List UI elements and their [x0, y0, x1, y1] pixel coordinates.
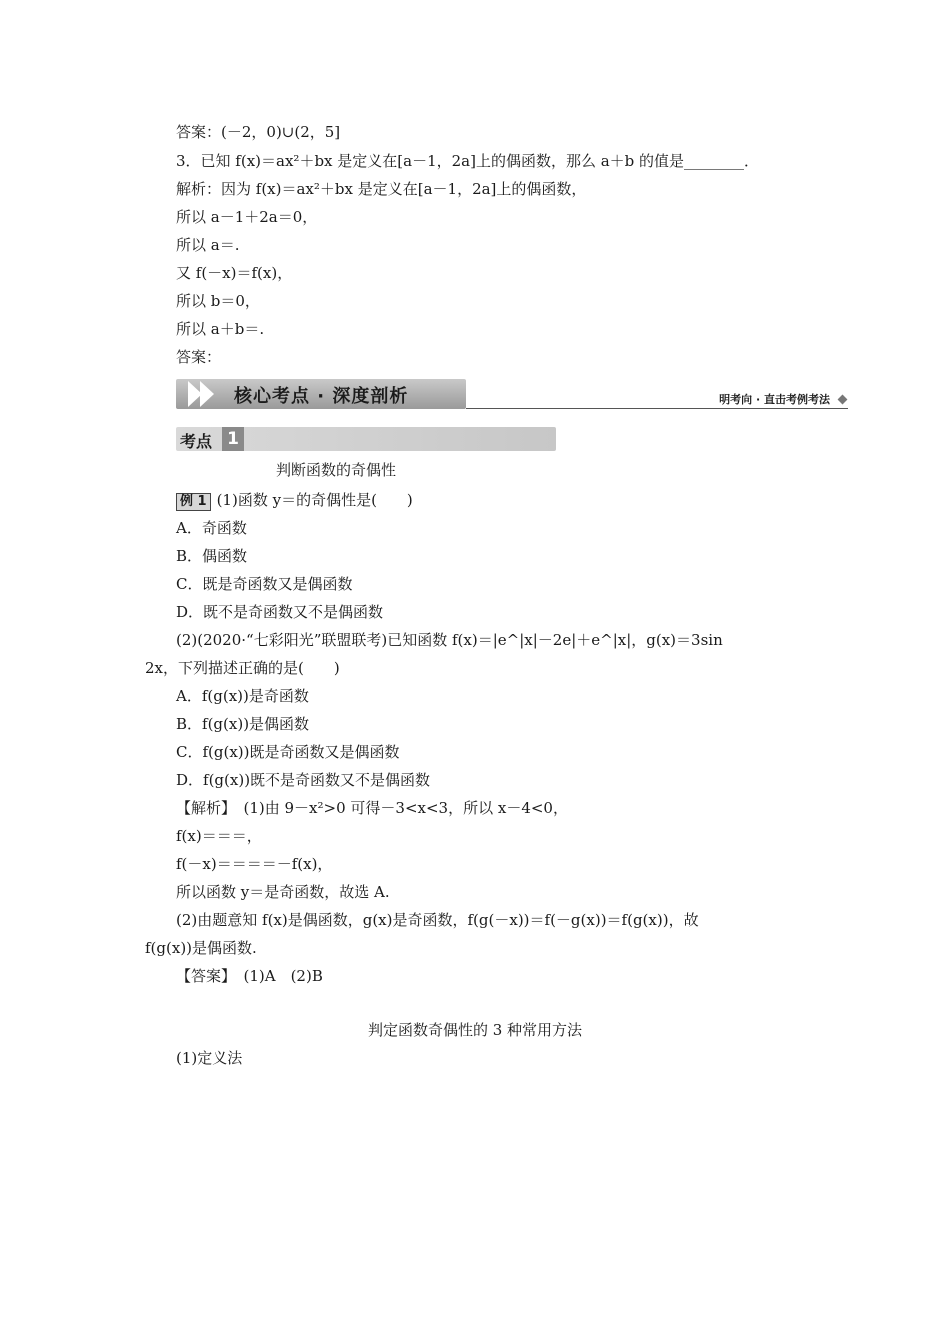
solution-line: 【解析】 (1)由 9－x²>0 可得－3<x<3，所以 x－4<0，: [176, 799, 568, 817]
option: A．奇函数: [176, 519, 247, 537]
chevron-right-icon: [200, 381, 214, 407]
option: A．f(g(x))是奇函数: [176, 687, 309, 705]
diamond-icon: [838, 395, 848, 405]
step-line: 所以 b＝0，: [176, 292, 260, 310]
option: D．既不是奇函数又不是偶函数: [176, 603, 384, 621]
option: C．f(g(x))既是奇函数又是偶函数: [176, 743, 400, 761]
answer-line: 【答案】 (1)A (2)B: [176, 967, 323, 985]
banner-bar: [176, 379, 466, 409]
step-line: 所以 a－1＋2a＝0，: [176, 208, 318, 226]
kaodian-label: 考点: [180, 432, 213, 451]
section-banner: [176, 379, 848, 413]
answer-line: 答案：(－2，0)∪(2，5]: [176, 123, 341, 141]
kaodian-title: 判断函数的奇偶性: [276, 461, 397, 479]
analysis-line: 解析：因为 f(x)＝ax²＋bx 是定义在[a－1，2a]上的偶函数，: [176, 180, 587, 198]
question-3: 3．已知 f(x)＝ax²＋bx 是定义在[a－1，2a]上的偶函数，那么 a＋b 的值是________．: [176, 152, 760, 170]
method-item: (1)定义法: [176, 1049, 243, 1067]
example-part2-stem: (2)(2020·“七彩阳光”联盟联考)已知函数 f(x)＝|e^|x|－2e|＋e^|x|，g(x)＝3sin: [176, 631, 723, 649]
solution-line: f(x)＝＝＝，: [176, 827, 262, 845]
methods-title: 判定函数奇偶性的 3 种常用方法: [367, 1021, 583, 1039]
example-stem: [176, 490, 413, 511]
option: D．f(g(x))既不是奇函数又不是偶函数: [176, 771, 431, 789]
option: B．偶函数: [176, 547, 248, 565]
solution-line: (2)由题意知 f(x)是偶函数，g(x)是奇函数，f(g(－x))＝f(－g(x))＝f(g(x))，故: [176, 911, 699, 929]
solution-line: f(－x)＝＝＝＝－f(x)，: [176, 855, 333, 873]
step-line: 所以 a＋b＝.: [176, 320, 265, 338]
answer-line: 答案：: [176, 348, 222, 366]
solution-line: 所以函数 y＝是奇函数，故选 A.: [176, 883, 390, 901]
banner-rule: [466, 408, 848, 409]
solution-line: f(g(x))是偶函数.: [145, 939, 257, 957]
banner-subtitle: 明考向 · 直击考例考法: [719, 393, 830, 406]
option: C．既是奇函数又是偶函数: [176, 575, 353, 593]
kaodian-bar: [176, 427, 556, 451]
kaodian-number: 1: [222, 427, 244, 451]
banner-title: 核心考点 · 深度剖析: [234, 386, 409, 407]
step-line: 所以 a＝.: [176, 236, 240, 254]
example-badge: 例 1: [176, 493, 211, 511]
option: B．f(g(x))是偶函数: [176, 715, 310, 733]
step-line: 又 f(－x)＝f(x)，: [176, 264, 293, 282]
example-part2-stem-cont: 2x，下列描述正确的是( ): [145, 659, 340, 677]
example-part1-stem: (1)函数 y＝的奇偶性是( ): [216, 491, 413, 509]
